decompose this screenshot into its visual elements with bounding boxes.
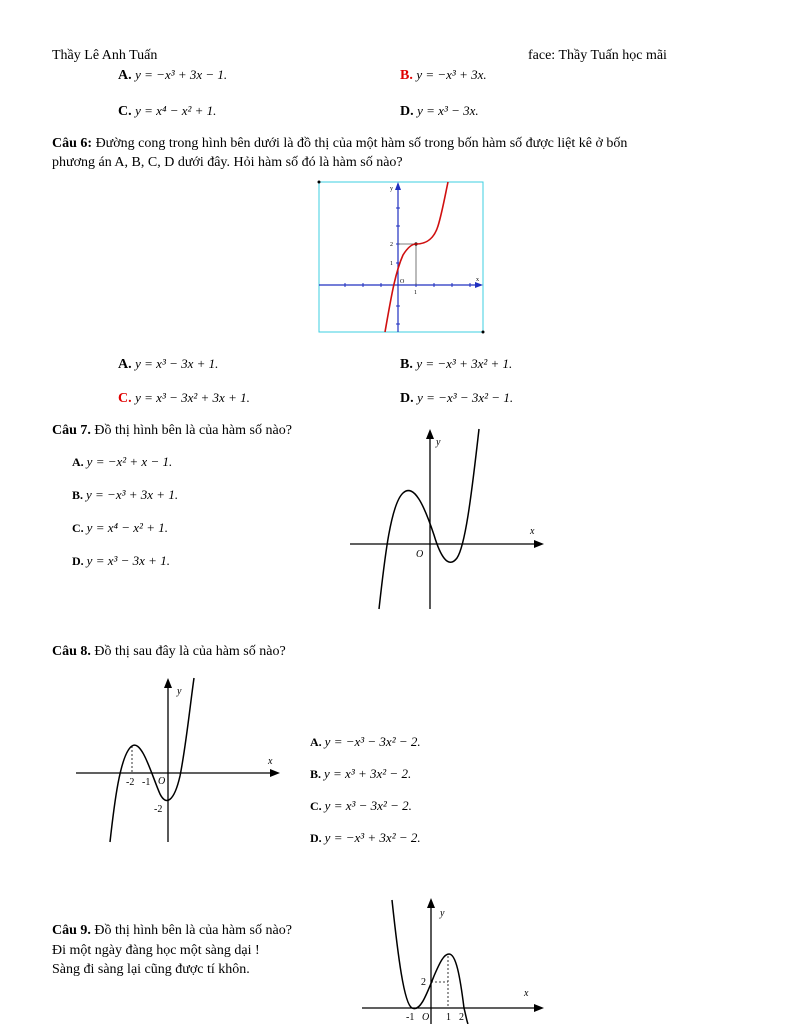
q6-graph-frame — [319, 182, 483, 332]
q8-title: Câu 8. — [52, 644, 91, 659]
q8-option-a: A. y = −x³ − 3x² − 2. — [310, 734, 421, 749]
q7-title: Câu 7. — [52, 423, 91, 438]
q5-option-b: B. y = −x³ + 3x. — [400, 67, 487, 83]
q7-origin: O — [416, 549, 424, 560]
q9-graph — [360, 896, 550, 1024]
q9-question: Câu 9. Đồ thị hình bên là của hàm số nào? — [52, 923, 292, 938]
header-facebook: face: Thầy Tuấn học mãi — [528, 48, 667, 63]
q9-title: Câu 9. — [52, 923, 91, 938]
q9-proverb-line2: Sàng đi sàng lại cũng được tí khôn. — [52, 962, 250, 977]
q6-tick-2: 2 — [390, 242, 393, 248]
q7-graph — [348, 425, 548, 613]
q9-proverb-line1: Đi một ngày đàng học một sàng dại ! — [52, 943, 260, 958]
q6-y-label: y — [390, 186, 393, 192]
q6-title: Câu 6: — [52, 136, 93, 151]
q8-curve — [110, 678, 194, 842]
q5-option-d: D. y = x³ − 3x. — [400, 103, 479, 119]
q7-x-label: x — [530, 526, 535, 537]
q6-origin: O — [400, 279, 405, 285]
q7-option-c: C. y = x⁴ − x² + 1. — [72, 520, 168, 535]
q6-tick-1: 1 — [390, 261, 393, 267]
q8-graph — [74, 676, 284, 846]
q8-x-label: x — [268, 756, 273, 767]
q8-option-d: D. y = −x³ + 3x² − 2. — [310, 830, 421, 845]
q8-option-b: B. y = x³ + 3x² − 2. — [310, 766, 412, 781]
q5-option-a: A. y = −x³ + 3x − 1. — [118, 67, 228, 83]
q9-origin: O — [422, 1012, 430, 1023]
q9-tick-y2: 2 — [421, 977, 426, 988]
q6-option-d: D. y = −x³ − 3x² − 1. — [400, 390, 514, 406]
header-author: Thầy Lê Anh Tuấn — [52, 48, 158, 63]
q6-option-a: A. y = x³ − 3x + 1. — [118, 356, 219, 372]
q6-question-line2: phương án A, B, C, D dưới đây. Hỏi hàm số đó là hàm số nào? — [52, 155, 403, 170]
q6-option-b: B. y = −x³ + 3x² + 1. — [400, 356, 513, 372]
q9-tick-2: 2 — [459, 1012, 464, 1023]
q9-curve — [392, 900, 468, 1024]
q9-x-label: x — [524, 988, 529, 999]
q9-y-label: y — [440, 908, 445, 919]
q9-tick-1: 1 — [446, 1012, 451, 1023]
q6-x-label: x — [476, 277, 479, 283]
q7-question: Câu 7. Đồ thị hình bên là của hàm số nào? — [52, 423, 292, 438]
q7-option-a: A. y = −x² + x − 1. — [72, 454, 173, 469]
q7-curve — [379, 429, 479, 609]
q5-option-c: C. y = x⁴ − x² + 1. — [118, 103, 217, 119]
q8-origin: O — [158, 776, 166, 787]
q8-tick-minus1: -1 — [142, 777, 151, 788]
q8-option-c: C. y = x³ − 3x² − 2. — [310, 798, 412, 813]
q9-tick-minus1: -1 — [406, 1012, 415, 1023]
q8-y-label: y — [177, 686, 182, 697]
q6-tick-x1: 1 — [414, 290, 417, 296]
q7-option-b: B. y = −x³ + 3x + 1. — [72, 487, 179, 502]
q8-question: Câu 8. Đồ thị sau đây là của hàm số nào? — [52, 644, 286, 659]
q7-y-label: y — [436, 437, 441, 448]
q7-option-d: D. y = x³ − 3x + 1. — [72, 553, 170, 568]
q6-graph — [315, 178, 490, 336]
q6-option-c: C. y = x³ − 3x² + 3x + 1. — [118, 390, 250, 406]
q6-curve — [385, 182, 448, 332]
q8-tick-minus2: -2 — [126, 777, 135, 788]
q8-tick-y-minus2: -2 — [154, 804, 163, 815]
q6-question-line1: Câu 6: Đường cong trong hình bên dưới là đồ thị của một hàm số trong bốn hàm số được liệt kê ở bốn — [52, 136, 628, 151]
